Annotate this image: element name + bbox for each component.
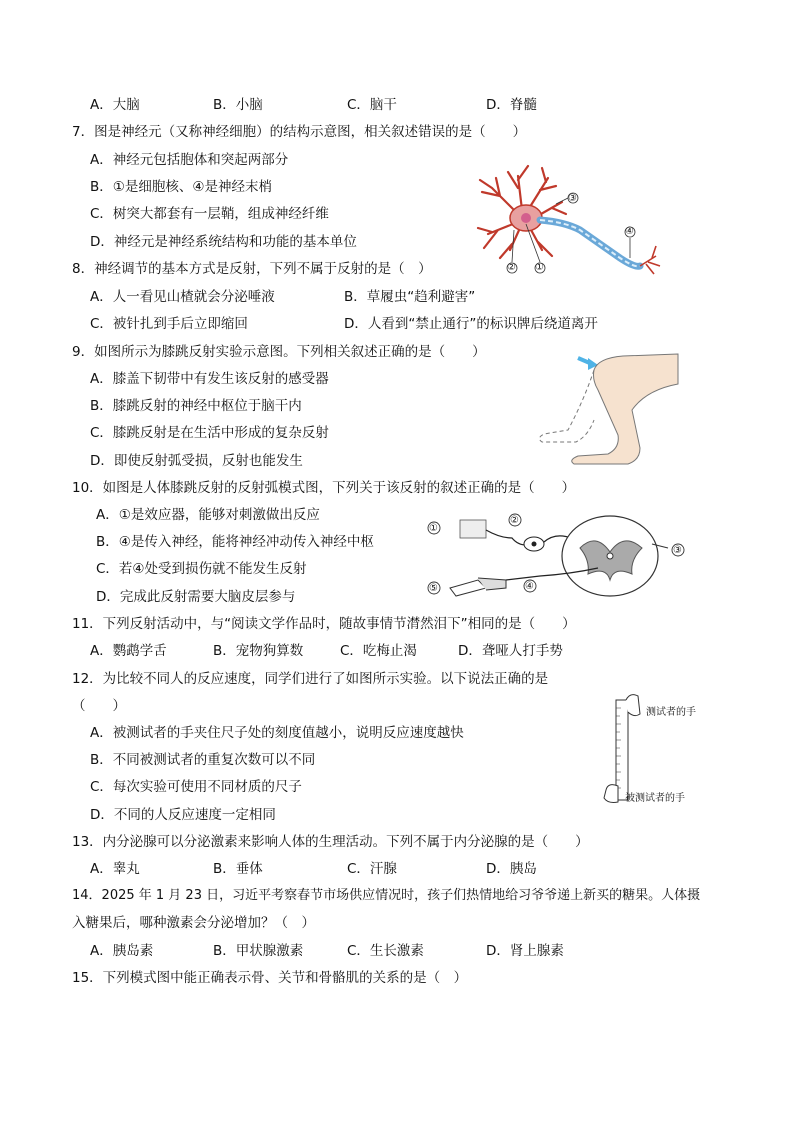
q15-stem: 15．下列模式图中能正确表示骨、关节和骨骼肌的关系的是（ ） bbox=[72, 970, 468, 986]
q11-option-a: A．鹦鹉学舌 bbox=[90, 643, 167, 659]
neuron-label-1: ① bbox=[535, 262, 544, 273]
q8-option-a: A．人一看见山楂就会分泌唾液 bbox=[90, 289, 275, 305]
q14-option-a: A．胰岛素 bbox=[90, 943, 154, 959]
q13-stem: 13．内分泌腺可以分泌激素来影响人体的生理活动。下列不属于内分泌腺的是（ ） bbox=[72, 834, 589, 850]
q14-stem-cont: 入糖果后，哪种激素会分泌增加？（ ） bbox=[72, 915, 315, 931]
q8-option-c: C．被针扎到手后立即缩回 bbox=[90, 316, 248, 332]
reflex-label-3: ③ bbox=[673, 545, 682, 556]
q12-option-b: B．不同被测试者的重复次数可以不同 bbox=[90, 752, 316, 768]
q14-option-c: C．生长激素 bbox=[347, 943, 424, 959]
q12-stem-cont: （ ） bbox=[72, 698, 126, 714]
q14-stem: 14．2025 年 1 月 23 日，习近平考察春节市场供应情况时，孩子们热情地给习爷爷递上新买的糖果。人体摄 bbox=[72, 888, 701, 903]
q7-option-c: C．树突大都套有一层鞘，组成神经纤维 bbox=[90, 206, 329, 222]
q6-option-d: D．脊髓 bbox=[486, 97, 537, 113]
neuron-label-2: ② bbox=[507, 262, 516, 273]
q9-option-a: A．膝盖下韧带中有发生该反射的感受器 bbox=[90, 371, 329, 387]
q7-option-b: B．①是细胞核、④是神经末梢 bbox=[90, 179, 272, 195]
q6-option-c: C．脑干 bbox=[347, 97, 397, 113]
q10-option-c: C．若④处受到损伤就不能发生反射 bbox=[96, 561, 307, 577]
q7-stem: 7．图是神经元（又称神经细胞）的结构示意图，相关叙述错误的是（ ） bbox=[72, 124, 527, 140]
neuron-label-3: ③ bbox=[568, 193, 577, 204]
q10-option-b: B．④是传入神经，能将神经冲动传入神经中枢 bbox=[96, 534, 374, 550]
q12-option-d: D．不同的人反应速度一定相同 bbox=[90, 807, 276, 823]
q6-option-a: A．大脑 bbox=[90, 97, 140, 113]
q11-option-b: B．宠物狗算数 bbox=[213, 643, 304, 659]
q13-option-b: B．垂体 bbox=[213, 861, 263, 877]
q14-option-d: D．肾上腺素 bbox=[486, 943, 564, 959]
reflex-arc-figure bbox=[420, 508, 695, 600]
neuron-figure bbox=[470, 158, 665, 276]
ruler-label-tester: 测试者的手 bbox=[646, 707, 696, 718]
q9-stem: 9．如图所示为膝跳反射实验示意图。下列相关叙述正确的是（ ） bbox=[72, 344, 486, 360]
q12-option-a: A．被测试者的手夹住尺子处的刻度值越小，说明反应速度越快 bbox=[90, 725, 464, 741]
ruler-label-testee: 被测试者的手 bbox=[625, 793, 685, 804]
q9-option-d: D．即使反射弧受损，反射也能发生 bbox=[90, 453, 303, 469]
reflex-label-5: ⑤ bbox=[429, 583, 438, 594]
q13-option-a: A．睾丸 bbox=[90, 861, 140, 877]
q11-option-d: D．聋哑人打手势 bbox=[458, 643, 563, 659]
q8-option-b: B．草履虫“趋利避害” bbox=[344, 289, 476, 305]
q7-option-d: D．神经元是神经系统结构和功能的基本单位 bbox=[90, 234, 357, 250]
reflex-label-1: ① bbox=[429, 523, 438, 534]
reflex-label-4: ④ bbox=[525, 581, 534, 592]
q8-stem: 8．神经调节的基本方式是反射，下列不属于反射的是（ ） bbox=[72, 261, 432, 277]
q14-option-b: B．甲状腺激素 bbox=[213, 943, 304, 959]
q10-stem: 10．如图是人体膝跳反射的反射弧模式图，下列关于该反射的叙述正确的是（ ） bbox=[72, 480, 576, 496]
q6-option-b: B．小脑 bbox=[213, 97, 263, 113]
q11-option-c: C．吃梅止渴 bbox=[340, 643, 417, 659]
q8-option-d: D．人看到“禁止通行”的标识牌后绕道离开 bbox=[344, 316, 598, 332]
q9-option-c: C．膝跳反射是在生活中形成的复杂反射 bbox=[90, 425, 329, 441]
neuron-label-4: ④ bbox=[625, 226, 634, 237]
q7-option-a: A．神经元包括胞体和突起两部分 bbox=[90, 152, 289, 168]
q10-option-a: A．①是效应器，能够对刺激做出反应 bbox=[96, 507, 320, 523]
q13-option-c: C．汗腺 bbox=[347, 861, 397, 877]
q10-option-d: D．完成此反射需要大脑皮层参与 bbox=[96, 589, 296, 605]
q12-stem: 12．为比较不同人的反应速度，同学们进行了如图所示实验。以下说法正确的是 bbox=[72, 671, 549, 687]
q11-stem: 11．下列反射活动中，与“阅读文学作品时，随故事情节潸然泪下”相同的是（ ） bbox=[72, 616, 576, 632]
q12-option-c: C．每次实验可使用不同材质的尺子 bbox=[90, 779, 302, 795]
reflex-label-2: ② bbox=[510, 515, 519, 526]
q9-option-b: B．膝跳反射的神经中枢位于脑干内 bbox=[90, 398, 302, 414]
knee-jerk-figure bbox=[528, 350, 684, 468]
q13-option-d: D．胰岛 bbox=[486, 861, 537, 877]
